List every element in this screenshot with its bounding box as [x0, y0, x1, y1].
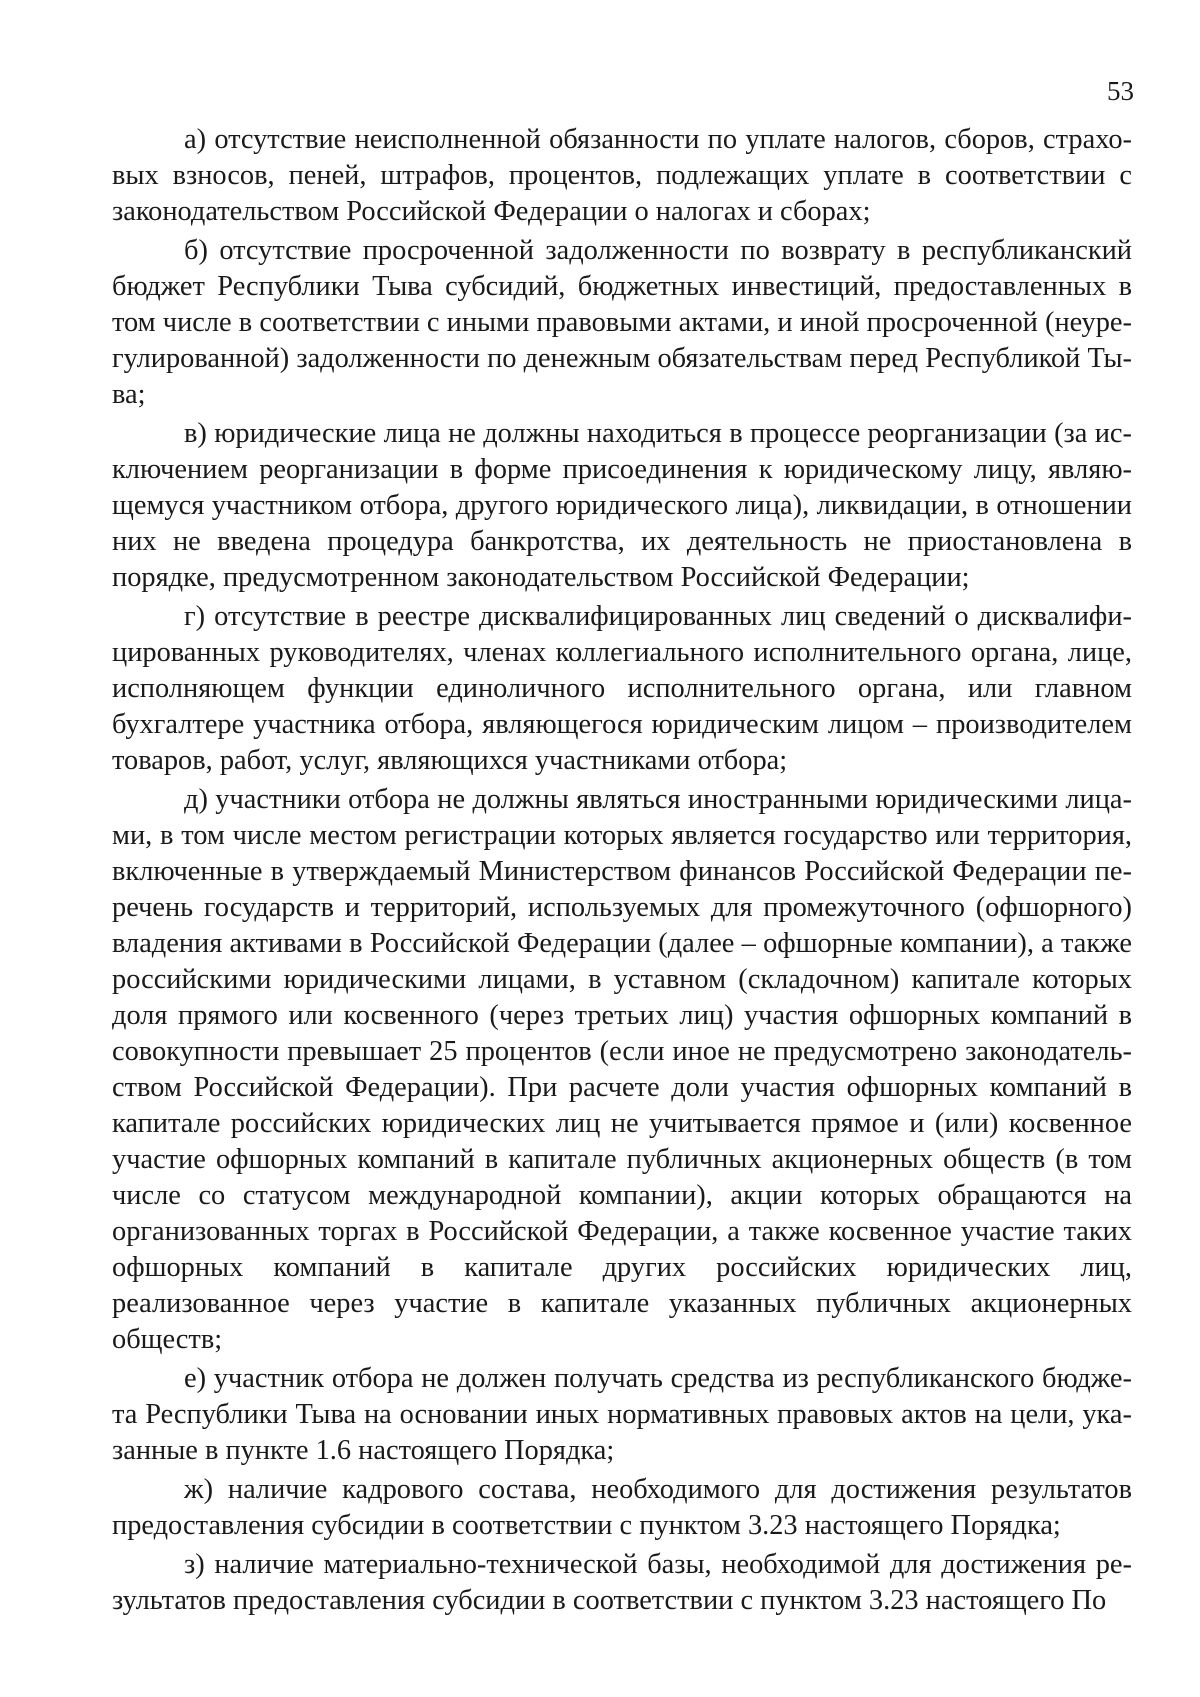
paragraph-d: д) участники отбора не должны являться иностранными юридическими лицами, в том числе местом регистрации которых является государство или территория, включенные в утверждаемый Министерством финансов Российской Федерации перечень государств и территорий, используемых для промежуточного (офшорного) владения активами в Российской Федерации (далее – офшорные компании), а также российскими юридическими лицами, в уставном (складочном) капитале которых доля прямого или косвенного (через третьих лиц) участия офшорных компаний в совокупности превышает 25 процентов (если иное не предусмотрено законодательством Российской Федерации). При расчете доли участия офшорных компаний в капитале российских юридических лиц не учитывается прямое и (или) косвенное участие офшорных компаний в капитале публичных акционерных обществ (в том числе со статусом международной компании), акции которых обращаются на организованных торгах в Российской Федерации, а также косвенное участие таких офшорных компаний в капитале других российских юридических лиц, реализованное через участие в капитале указанных публичных акционерных обществ;: [112, 784, 1132, 1355]
paragraph-e: е) участник отбора не должен получать средства из республиканского бюджета Республики Тыва на основании иных нормативных правовых актов на цели, указанные в пункте 1.6 настоящего Порядка;: [112, 1363, 1132, 1466]
paragraph-zh: ж) наличие кадрового состава, необходимого для достижения результатов предоставления субсидии в соответствии с пунктом 3.23 настоящего Порядка;: [112, 1474, 1132, 1541]
paragraph-g: г) отсутствие в реестре дисквалифицированных лиц сведений о дисквалифицированных руководителях, членах коллегиального исполнительного органа, лице, исполняющем функции единоличного исполнительного органа, или главном бухгалтере участника отбора, являющегося юридическим лицом – производителем товаров, работ, услуг, являющихся участниками отбора;: [112, 601, 1132, 776]
paragraph-v: в) юридические лица не должны находиться в процессе реорганизации (за исключением реорганизации в форме присоединения к юридическому лицу, являющемуся участником отбора, другого юридического лица), ликвидации, в отношении них не введена процедура банкротства, их деятельность не приостановлена в порядке, предусмотренном законодательством Российской Федерации;: [112, 418, 1132, 593]
document-body: [112, 122, 1132, 1622]
paragraph-z: з) наличие материально-технической базы, необходимой для достижения результатов предоставления субсидии в соответствии с пунктом 3.23 настоящего По: [112, 1549, 1132, 1616]
page-number: 53: [1107, 76, 1134, 106]
paragraph-b: б) отсутствие просроченной задолженности по возврату в республиканский бюджет Республики Тыва субсидий, бюджетных инвестиций, предоставленных в том числе в соответствии с иными правовыми актами, и иной просроченной (неурегулированной) задолженности по денежным обязательствам перед Республикой Тыва;: [112, 235, 1132, 410]
paragraph-a: а) отсутствие неисполненной обязанности по уплате налогов, сборов, страховых взносов, пеней, штрафов, процентов, подлежащих уплате в соответствии с законодательством Российской Федерации о налогах и сборах;: [112, 124, 1132, 227]
